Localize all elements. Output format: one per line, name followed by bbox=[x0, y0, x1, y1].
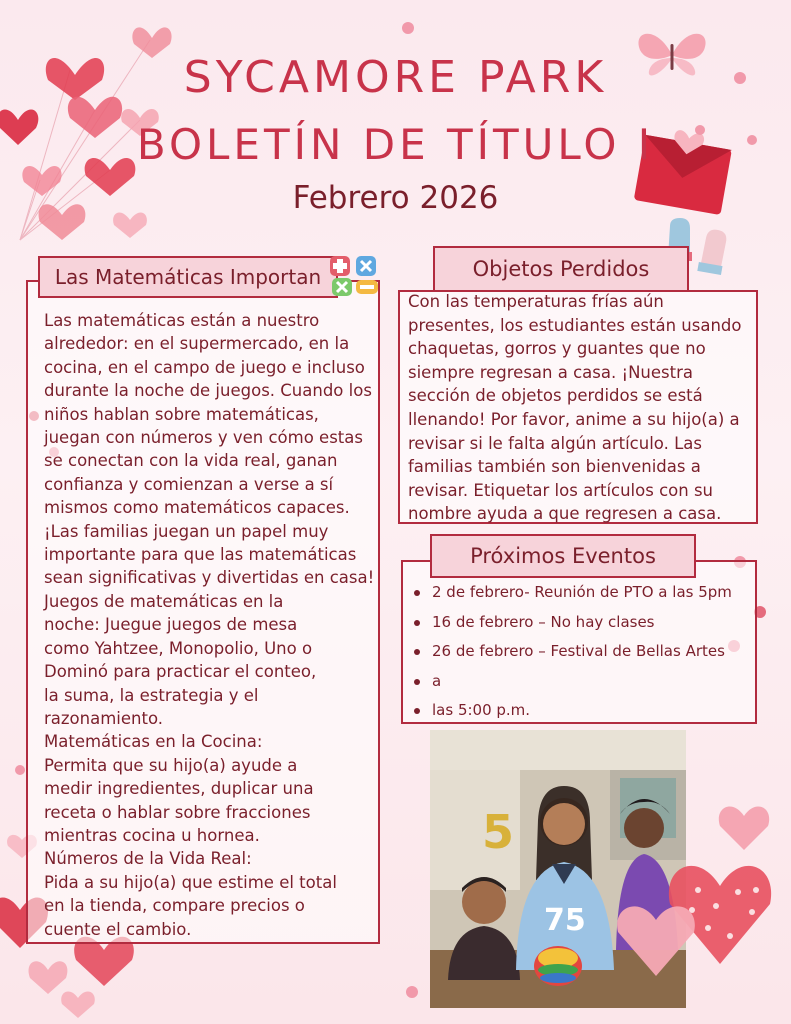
event-item bbox=[412, 608, 752, 638]
bullet-icon bbox=[414, 708, 420, 714]
event-item bbox=[412, 667, 752, 697]
math-text-line: mismos como matemáticos capaces. bbox=[44, 498, 350, 518]
math-text-line: niños hablan sobre matemáticas, bbox=[44, 404, 319, 424]
event-item bbox=[412, 696, 752, 726]
events-heading: Próximos Eventos bbox=[430, 534, 696, 578]
math-text-line: Matemáticas en la Cocina: bbox=[44, 732, 263, 752]
math-text-line: cuente el cambio. bbox=[44, 919, 192, 939]
lost-found-text-line: siempre regresan a casa. ¡Nuestra bbox=[408, 362, 693, 382]
event-item bbox=[412, 637, 752, 667]
bullet-icon bbox=[414, 679, 420, 685]
math-text-line: juegan con números y ven cómo estas bbox=[44, 428, 363, 448]
math-text-line: Pida a su hijo(a) que estime el total bbox=[44, 872, 337, 892]
math-section-heading: Las Matemáticas Importan bbox=[38, 256, 338, 298]
lost-found-heading: Objetos Perdidos bbox=[433, 246, 689, 292]
math-text-line: alrededor: en el supermercado, en la bbox=[44, 334, 350, 354]
bullet-icon bbox=[414, 590, 420, 596]
newsletter-title: BOLETÍN DE TÍTULO I bbox=[136, 120, 655, 169]
lost-found-text-line: presentes, los estudiantes están usando bbox=[408, 315, 742, 335]
math-symbols-icon bbox=[328, 252, 382, 298]
lost-found-text-line: nombre ayuda a que regresen a casa. bbox=[408, 504, 722, 524]
event-text: 16 de febrero – No hay clases bbox=[432, 612, 655, 631]
math-text-line: ¡Las familias juegan un papel muy bbox=[44, 521, 329, 541]
jersey-number: 75 bbox=[544, 903, 586, 938]
math-text-line: sean significativas y divertidas en casa! bbox=[44, 568, 375, 588]
lost-found-text-line: familias también son bienvenidas a bbox=[408, 457, 701, 477]
math-text-line: la suma, la estrategia y el bbox=[44, 685, 259, 705]
lost-found-text-line: revisar si le falta algún artículo. Las bbox=[408, 433, 702, 453]
math-text-line: en la tienda, compare precios o bbox=[44, 896, 305, 916]
lost-found-body bbox=[408, 290, 753, 526]
math-text-line: durante la noche de juegos. Cuando los bbox=[44, 381, 372, 401]
math-text-line: receta o hablar sobre fracciones bbox=[44, 802, 311, 822]
math-section-body bbox=[44, 309, 384, 941]
math-text-line: cocina, en el campo de juego e incluso bbox=[44, 357, 365, 377]
math-text-line: se conectan con la vida real, ganan bbox=[44, 451, 338, 471]
newsletter-school-title: SYCAMORE PARK bbox=[183, 52, 608, 103]
event-text: 26 de febrero – Festival de Bellas Artes bbox=[432, 642, 725, 660]
event-text: 2 de febrero- Reunión de PTO a las 5pm bbox=[432, 583, 732, 601]
math-text-line: medir ingredientes, duplicar una bbox=[44, 779, 314, 799]
lost-found-text-line: chaquetas, gorros y guantes que no bbox=[408, 339, 706, 359]
math-text-line: Juegos de matemáticas en la bbox=[44, 591, 284, 611]
event-text: a bbox=[432, 671, 442, 690]
math-text-line: noche: Juegue juegos de mesa bbox=[44, 615, 298, 635]
event-text: las 5:00 p.m. bbox=[432, 701, 531, 719]
newsletter-date: Febrero 2026 bbox=[292, 180, 499, 216]
lost-found-text-line: llenando! Por favor, anime a su hijo(a) a bbox=[408, 409, 740, 429]
math-text-line: Números de la Vida Real: bbox=[44, 849, 252, 869]
lost-found-text-line: Con las temperaturas frías aún bbox=[408, 292, 664, 311]
bullet-icon bbox=[414, 649, 420, 655]
events-list bbox=[412, 578, 752, 726]
math-text-line: razonamiento. bbox=[44, 708, 164, 728]
math-text-line: Dominó para practicar el conteo, bbox=[44, 662, 317, 682]
math-text-line: Permita que su hijo(a) ayude a bbox=[44, 755, 298, 775]
math-text-line: como Yahtzee, Monopolio, Uno o bbox=[44, 638, 313, 658]
math-text-line: confianza y comienzan a verse a sí bbox=[44, 474, 334, 494]
hearts-photo-decoration bbox=[612, 846, 782, 996]
lost-found-text-line: revisar. Etiquetar los artículos con su bbox=[408, 480, 714, 500]
math-text-line: importante para que las matemáticas bbox=[44, 545, 357, 565]
lost-found-text-line: sección de objetos perdidos se está bbox=[408, 386, 703, 406]
event-item bbox=[412, 578, 752, 608]
balloon-number: 5 bbox=[482, 805, 515, 859]
math-text-line: mientras cocina u hornea. bbox=[44, 825, 260, 845]
bullet-icon bbox=[414, 620, 420, 626]
math-text-line: Las matemáticas están a nuestro bbox=[44, 311, 320, 330]
